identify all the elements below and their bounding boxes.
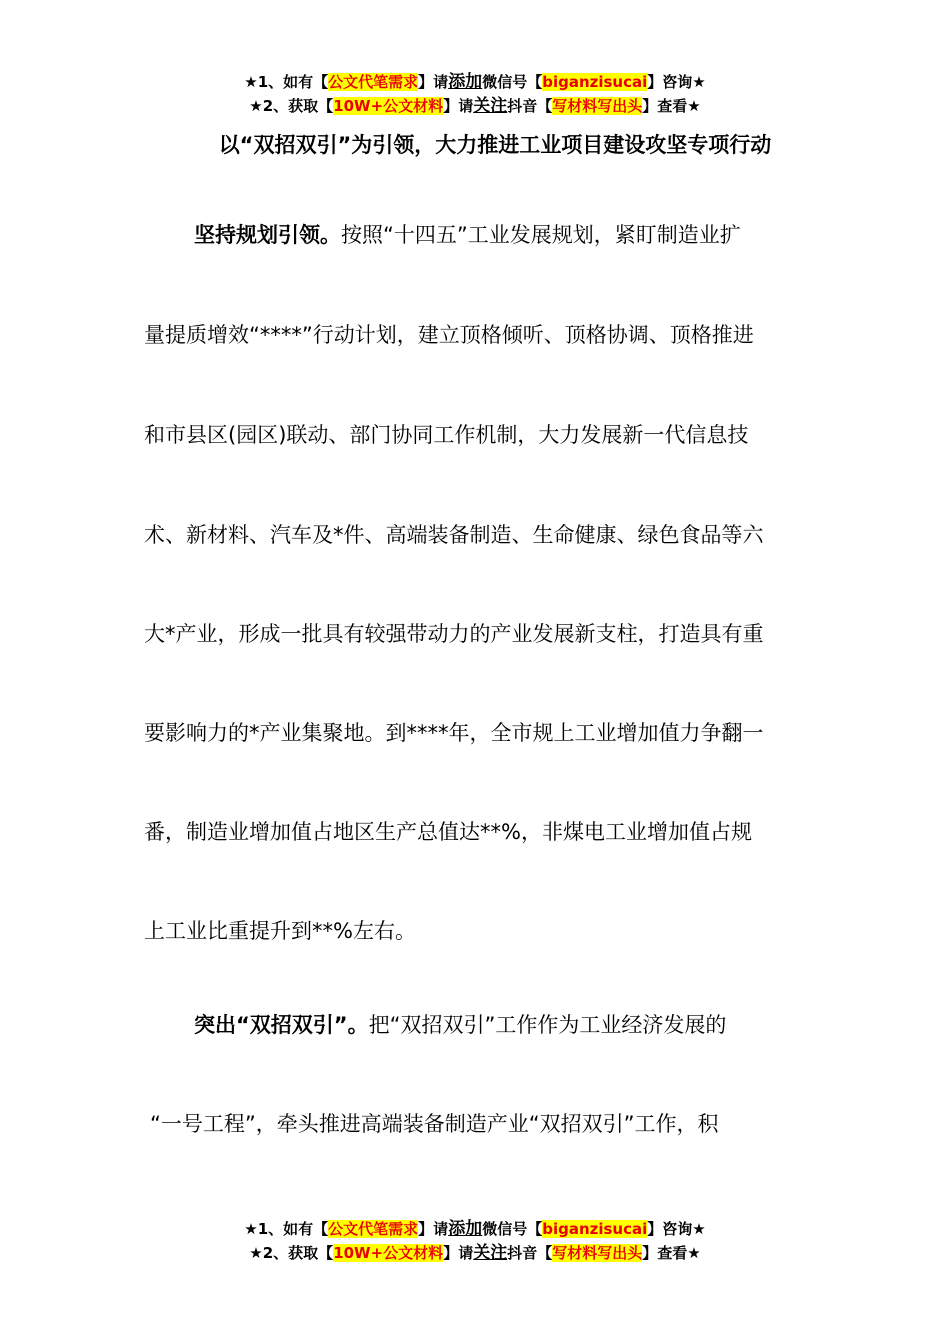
promo-wechat-id: biganzisucai <box>542 1220 648 1238</box>
paragraph-heading: 突出“双招双引”。 <box>194 1013 369 1037</box>
promo-line-1: ★1、如有【公文代笔需求】请添加微信号【biganzisucai】咨询★ <box>244 1219 706 1239</box>
promo-header <box>0 70 950 118</box>
paragraph-line: 上工业比重提升到**%左右。 <box>144 919 416 943</box>
promo-highlight: 10W+公文材料 <box>333 1244 444 1262</box>
paragraph-line: 坚持规划引领。按照“十四五”工业发展规划，紧盯制造业扩 <box>194 223 741 247</box>
paragraph-line: 要影响力的*产业集聚地。到****年，全市规上工业增加值力争翻一 <box>144 721 764 745</box>
paragraph-line: “一号工程”，牵头推进高端装备制造产业“双招双引”工作，积 <box>150 1112 719 1136</box>
promo-line-2: ★2、获取【10W+公文材料】请关注抖音【写材料写出头】查看★ <box>249 1243 701 1263</box>
document-title: 以“双招双引”为引领，大力推进工业项目建设攻坚专项行动 <box>218 133 772 157</box>
paragraph-line: 术、新材料、汽车及*件、高端装备制造、生命健康、绿色食品等六 <box>144 523 764 547</box>
promo-line-2: ★2、获取【10W+公文材料】请关注抖音【写材料写出头】查看★ <box>249 96 701 116</box>
paragraph-heading: 坚持规划引领。 <box>194 223 341 247</box>
promo-line-1: ★1、如有【公文代笔需求】请添加微信号【biganzisucai】咨询★ <box>244 72 706 92</box>
paragraph-line: 量提质增效“****”行动计划，建立顶格倾听、顶格协调、顶格推进 <box>144 323 754 347</box>
paragraph-line: 和市县区(园区)联动、部门协同工作机制，大力发展新一代信息技 <box>144 423 749 447</box>
promo-highlight: 10W+公文材料 <box>333 97 444 115</box>
paragraph-line: 番，制造业增加值占地区生产总值达**%，非煤电工业增加值占规 <box>144 820 752 844</box>
promo-wechat-id: biganzisucai <box>542 73 648 91</box>
promo-highlight: 公文代笔需求 <box>328 73 419 91</box>
promo-douyin-id: 写材料写出头 <box>552 97 643 115</box>
paragraph-line: 突出“双招双引”。把“双招双引”工作作为工业经济发展的 <box>194 1013 727 1037</box>
promo-highlight: 公文代笔需求 <box>328 1220 419 1238</box>
paragraph-line: 大*产业，形成一批具有较强带动力的产业发展新支柱，打造具有重 <box>144 622 764 646</box>
promo-footer <box>0 1217 950 1265</box>
promo-douyin-id: 写材料写出头 <box>552 1244 643 1262</box>
